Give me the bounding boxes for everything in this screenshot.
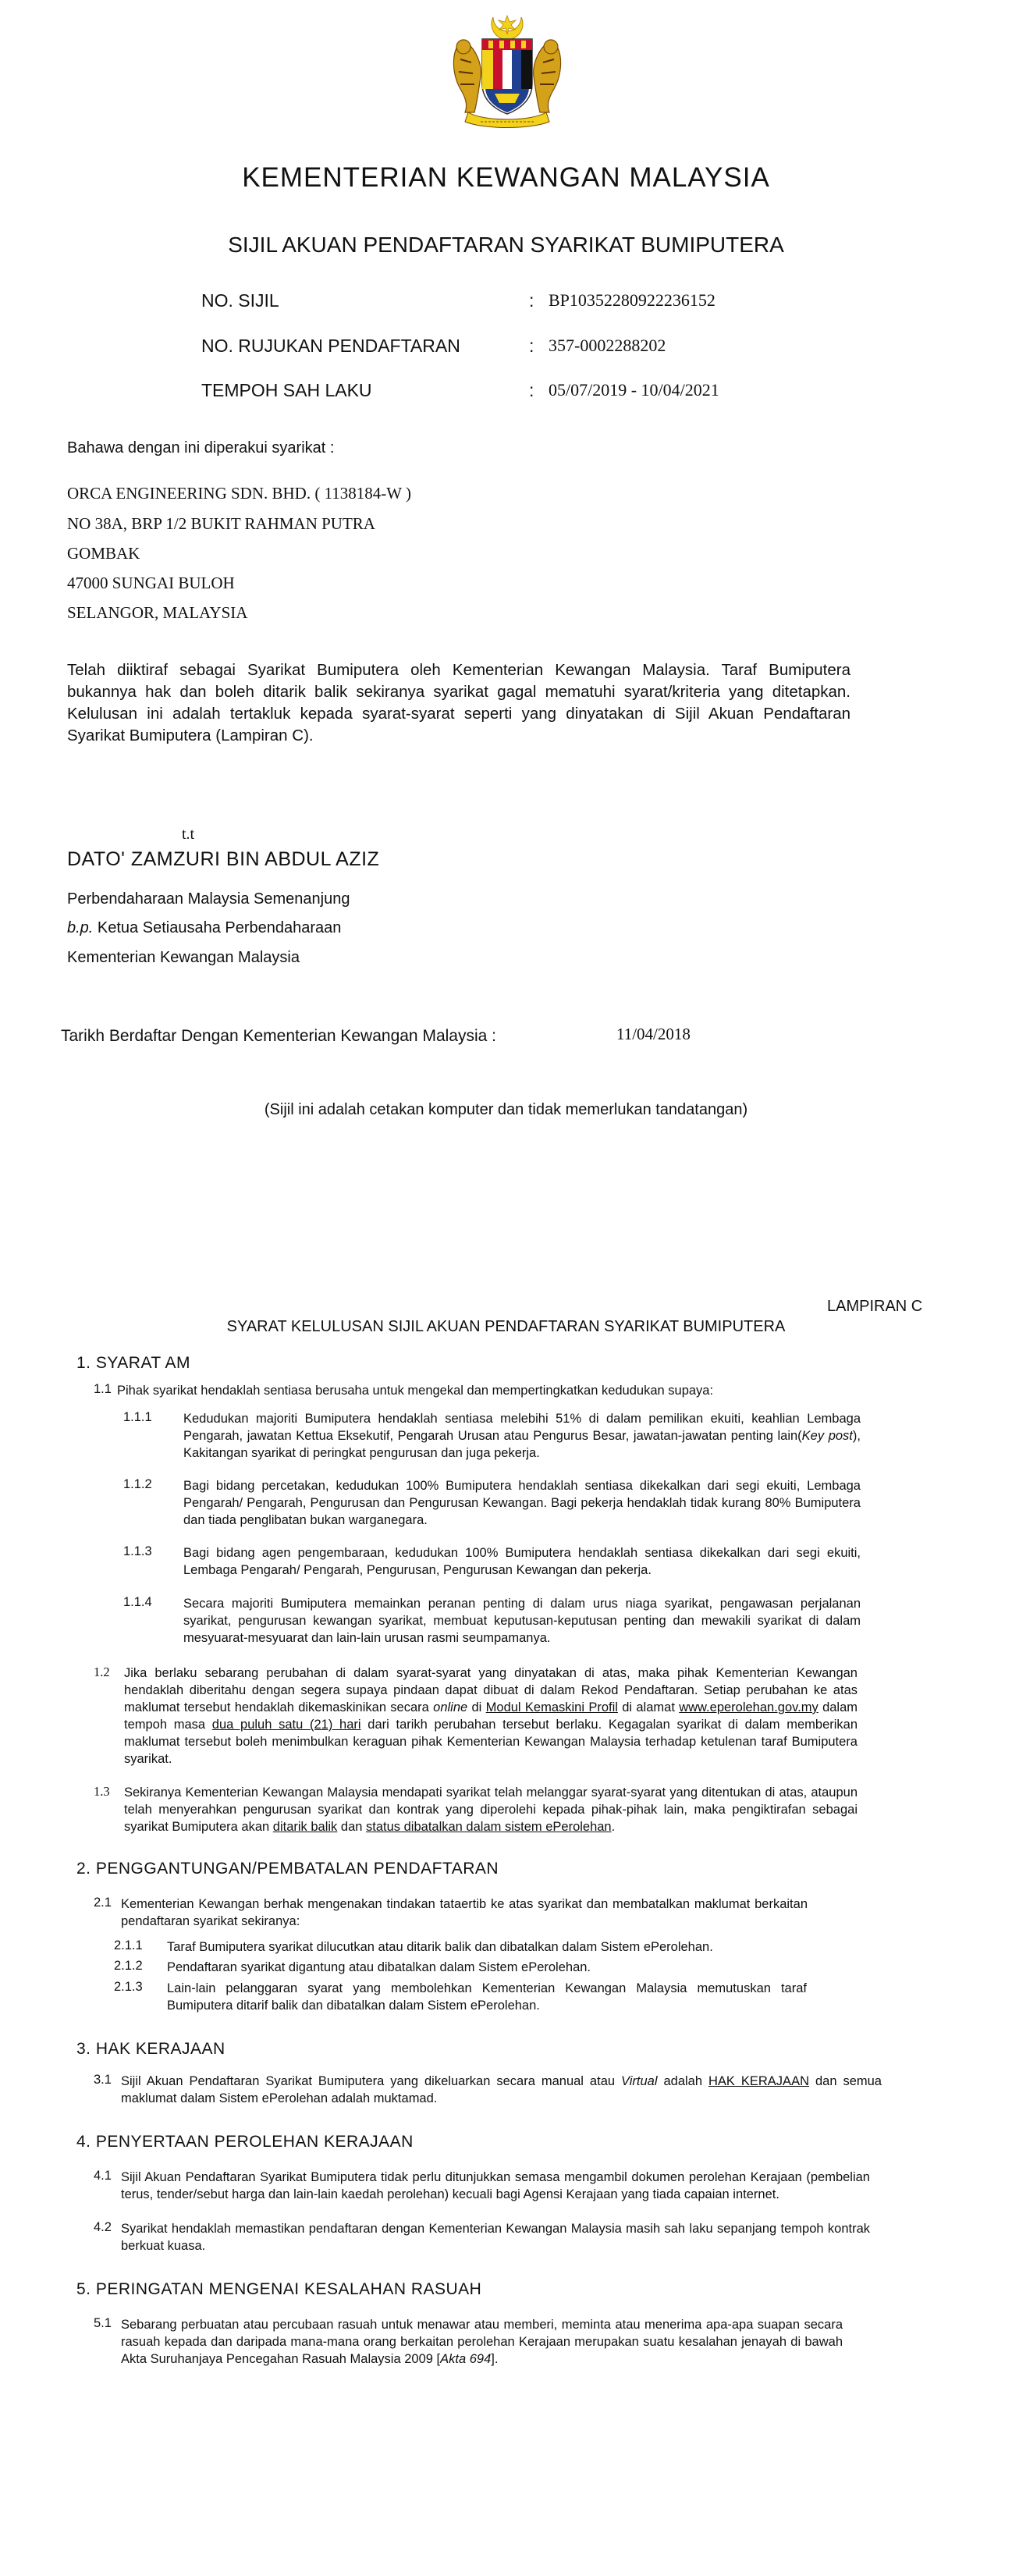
clause-text: Bagi bidang agen pengembaraan, kedudukan 100% Bumiputera hendaklah sentiasa dikekalkan dari segi ekuiti, Lembaga Pengarah/ Pengarah, Pengurusan, Pengurusan Kewangan dan pekerja. [183, 1546, 861, 1577]
clause-text-part: Sebarang perbuatan atau percubaan rasuah untuk menawar atau memberi, meminta atau menerima apa-apa suapan secara rasuah kepada dan daripada mana-mana orang berkaitan perolehan Kerajaan merupakan suatu kesalahan jenayah di bawah Akta Suruhanjaya Pencegahan Rasuah Malaysia 2009 [ [121, 2318, 843, 2366]
info-label: NO. SIJIL [201, 290, 279, 311]
clause-text-part: di alamat [617, 1700, 680, 1714]
info-colon: : [529, 380, 534, 400]
info-row-tempoh [201, 380, 904, 407]
clause-number: 1.3 [94, 1784, 110, 1799]
clause-number: 1.1.2 [123, 1477, 152, 1491]
clause-number: 1.1 [94, 1382, 112, 1396]
clause-number: 3.1 [94, 2073, 112, 2087]
clause-number: 1.1.4 [123, 1595, 152, 1609]
hak-kerajaan-term: HAK KERAJAAN [708, 2074, 809, 2088]
virtual-term: Virtual [621, 2074, 658, 2088]
clause-number: 4.2 [94, 2220, 112, 2234]
clause-number: 2.1 [94, 1896, 112, 1910]
recognition-paragraph: Telah diiktiraf sebagai Syarikat Bumiputera oleh Kementerian Kewangan Malaysia. Taraf Bumiputera bukannya hak dan boleh ditarik balik sekiranya syarikat gagal mematuhi syarat/kriteria yang ditetapkan. Kelulusan ini adalah tertakluk kepada syarat-syarat seperti yang dinyatakan di Sijil Akuan Pendaftaran Syarikat Bumiputera (Lampiran C). [67, 661, 850, 744]
section-heading: 2. PENGGANTUNGAN/PEMBATALAN PENDAFTARAN [76, 1860, 499, 1878]
clause-text-part: Sekiranya Kementerian Kewangan Malaysia mendapati syarikat telah melanggar syarat-syarat yang ditentukan di atas, ataupun telah menyerahkan pengurusan syarikat dan kontrak yang diperolehi kepada pihak-pihak lain, maka pengiktirafan sebagai syarikat Bumiputera akan [124, 1785, 858, 1834]
info-row-rujukan [201, 336, 904, 362]
signatory-line-1: Perbendaharaan Malaysia Semenanjung [67, 890, 350, 908]
clause-text-part: dan semua maklumat dalam Sistem ePerolehan adalah muktamad. [121, 2074, 882, 2105]
clause-text-part: dan [337, 1820, 367, 1834]
lampiran-label: LAMPIRAN C [827, 1298, 923, 1315]
info-value: 357-0002288202 [549, 336, 666, 355]
info-label: TEMPOH SAH LAKU [201, 380, 372, 400]
clause-text-part: dari tarikh perubahan tersebut berlaku. Kegagalan syarikat di dalam memberikan maklumat tersebut boleh menimbulkan keraguan pihak Kementerian Kewangan Malaysia terhadap ketulenan taraf Bumiputera syarikat. [124, 1718, 858, 1766]
akta-694-term: Akta 694 [440, 2352, 492, 2366]
clause-text-part: ), Kakitangan syarikat di peringkat pengurusan dan juga pekerja. [183, 1429, 861, 1460]
syarat-title: SYARAT KELULUSAN SIJIL AKUAN PENDAFTARAN SYARIKAT BUMIPUTERA [226, 1318, 786, 1335]
clause-text-part: adalah [657, 2074, 708, 2088]
clause-number: 2.1.2 [114, 1959, 143, 1973]
signature-tt: t.t [182, 826, 195, 843]
info-value: 05/07/2019 - 10/04/2021 [549, 380, 719, 400]
clause-text-part: . [611, 1820, 616, 1834]
section-heading: 4. PENYERTAAN PEROLEHAN KERAJAAN [76, 2133, 414, 2151]
intro-text: Bahawa dengan ini diperakui syarikat : [67, 439, 335, 457]
signatory-role: Ketua Setiausaha Perbendaharaan [93, 919, 342, 936]
clause-text-part: dalam tempoh masa [124, 1700, 858, 1732]
clause-text-part: Kedudukan majoriti Bumiputera hendaklah sentiasa melebihi 51% di dalam pemilikan ekuiti, keahlian Lembaga Pengarah, jawatan Kettua Eksekutif, Pengarah Urusan atau Pengurus Besar, jawatan-jawatan penting lain( [183, 1412, 861, 1443]
signatory-line-3: Kementerian Kewangan Malaysia [67, 949, 300, 966]
clause-text [183, 1410, 861, 1462]
clause-text: Secara majoriti Bumiputera memainkan peranan penting di dalam urus niaga syarikat, pengawasan perjalanan syarikat, pengurusan kewangan syarikat, membuat keputusan-keputusan penting dan mewakili syarikat di dalam mesyuarat-mesyuarat dan lain-lain urusan rasmi seumpamanya. [183, 1597, 861, 1645]
clause-number: 1.1.3 [123, 1544, 152, 1558]
info-label: NO. RUJUKAN PENDAFTARAN [201, 336, 460, 356]
ditarik-balik-term: ditarik balik [272, 1820, 338, 1834]
info-row-sijil [201, 290, 904, 317]
eperolehan-url-link[interactable]: www.eperolehan.gov.my [679, 1700, 818, 1714]
online-term: online [433, 1700, 468, 1714]
clause-text [121, 2073, 882, 2107]
company-address-line: NO 38A, BRP 1/2 BUKIT RAHMAN PUTRA [67, 514, 375, 533]
info-colon: : [529, 336, 534, 356]
modul-kemaskini-profil-link[interactable]: Modul Kemaskini Profil [485, 1700, 618, 1714]
signatory-line-2 [67, 919, 341, 937]
company-address-line: 47000 SUNGAI BULOH [67, 574, 235, 592]
clause-number: 2.1.3 [114, 1980, 143, 1994]
clause-text: Syarikat hendaklah memastikan pendaftaran dengan Kementerian Kewangan Malaysia masih sah laku sepanjang tempoh kontrak berkuat kuasa. [121, 2222, 870, 2253]
clause-text-part: Sijil Akuan Pendaftaran Syarikat Bumiputera yang dikeluarkan secara manual atau [121, 2074, 622, 2088]
clause-number: 1.1.1 [123, 1410, 152, 1424]
clause-number: 5.1 [94, 2316, 112, 2330]
registration-label: Tarikh Berdaftar Dengan Kementerian Kewangan Malaysia : [61, 1027, 496, 1045]
key-post-term: Key post [801, 1429, 853, 1443]
deadline-days: dua puluh satu (21) hari [211, 1718, 361, 1732]
bp-abbrev: b.p. [67, 919, 94, 936]
clause-text: Sijil Akuan Pendaftaran Syarikat Bumiputera tidak perlu ditunjukkan semasa mengambil dokumen perolehan Kerajaan (pembelian terus, tender/sebut harga dan lain-lain kaedah perolehan) kecuali bagi Agensi Kerajaan yang tiada capaian internet. [121, 2170, 870, 2201]
company-address-line: GOMBAK [67, 544, 140, 563]
status-dibatalkan-term: status dibatalkan dalam sistem ePerolehan [366, 1820, 612, 1834]
section-heading: 3. HAK KERAJAAN [76, 2040, 225, 2058]
clause-text-part: ]. [491, 2352, 499, 2366]
clause-text: Pendaftaran syarikat digantung atau dibatalkan dalam Sistem ePerolehan. [167, 1960, 591, 1974]
computer-print-note: (Sijil ini adalah cetakan komputer dan tidak memerlukan tandatangan) [264, 1101, 748, 1118]
clause-text: Pihak syarikat hendaklah sentiasa berusaha untuk mengekal dan mempertingkatkan kedudukan supaya: [117, 1384, 714, 1398]
clause-text: Taraf Bumiputera syarikat dilucutkan atau ditarik balik dan dibatalkan dalam Sistem ePerolehan. [167, 1940, 713, 1954]
info-colon: : [529, 290, 534, 311]
section-heading: 1. SYARAT AM [76, 1354, 191, 1372]
clause-text [124, 1665, 858, 1768]
signatory-name: DATO' ZAMZURI BIN ABDUL AZIZ [67, 848, 380, 870]
clause-text-part: Jika berlaku sebarang perubahan di dalam syarat-syarat yang dinyatakan di atas, maka pihak Kementerian Kewangan hendaklah diberitahu dengan segera supaya pindaan dapat dibuat di dalam Rekod Pendaftaran. Setiap perubahan ke atas maklumat tersebut hendaklah dikemaskinikan secara [124, 1666, 858, 1714]
clause-text: Bagi bidang percetakan, kedudukan 100% Bumiputera hendaklah sentiasa dikekalkan dari segi ekuiti, Lembaga Pengarah/ Pengarah, Pengurusan dan Pengurusan Kewangan. Bagi pekerja hendaklah tidak kurang 80% Bumiputera dan tiada penglibatan bukan warganegara. [183, 1479, 861, 1527]
certificate-title: SIJIL AKUAN PENDAFTARAN SYARIKAT BUMIPUTERA [228, 233, 784, 257]
clause-text [124, 1784, 858, 1835]
company-name: ORCA ENGINEERING SDN. BHD. ( 1138184-W ) [67, 484, 411, 503]
info-value: BP10352280922236152 [549, 290, 716, 310]
clause-text-part: di [467, 1700, 486, 1714]
malaysia-coat-of-arms-icon [445, 12, 570, 130]
clause-number: 4.1 [94, 2169, 112, 2183]
company-address-line: SELANGOR, MALAYSIA [67, 603, 248, 622]
clause-text [121, 2316, 843, 2368]
section-heading: 5. PERINGATAN MENGENAI KESALAHAN RASUAH [76, 2280, 482, 2298]
clause-number: 1.2 [94, 1665, 110, 1679]
clause-text: Lain-lain pelanggaran syarat yang membolehkan Kementerian Kewangan Malaysia memutuskan taraf Bumiputera ditarif balik dan dibatalkan dalam Sistem ePerolehan. [167, 1981, 807, 2013]
registration-date: 11/04/2018 [616, 1025, 691, 1043]
ministry-title: KEMENTERIAN KEWANGAN MALAYSIA [242, 162, 770, 193]
clause-number: 2.1.1 [114, 1938, 143, 1952]
clause-text: Kementerian Kewangan berhak mengenakan tindakan tataertib ke atas syarikat dan membatalkan maklumat berkaitan pendaftaran syarikat sekiranya: [121, 1897, 808, 1928]
